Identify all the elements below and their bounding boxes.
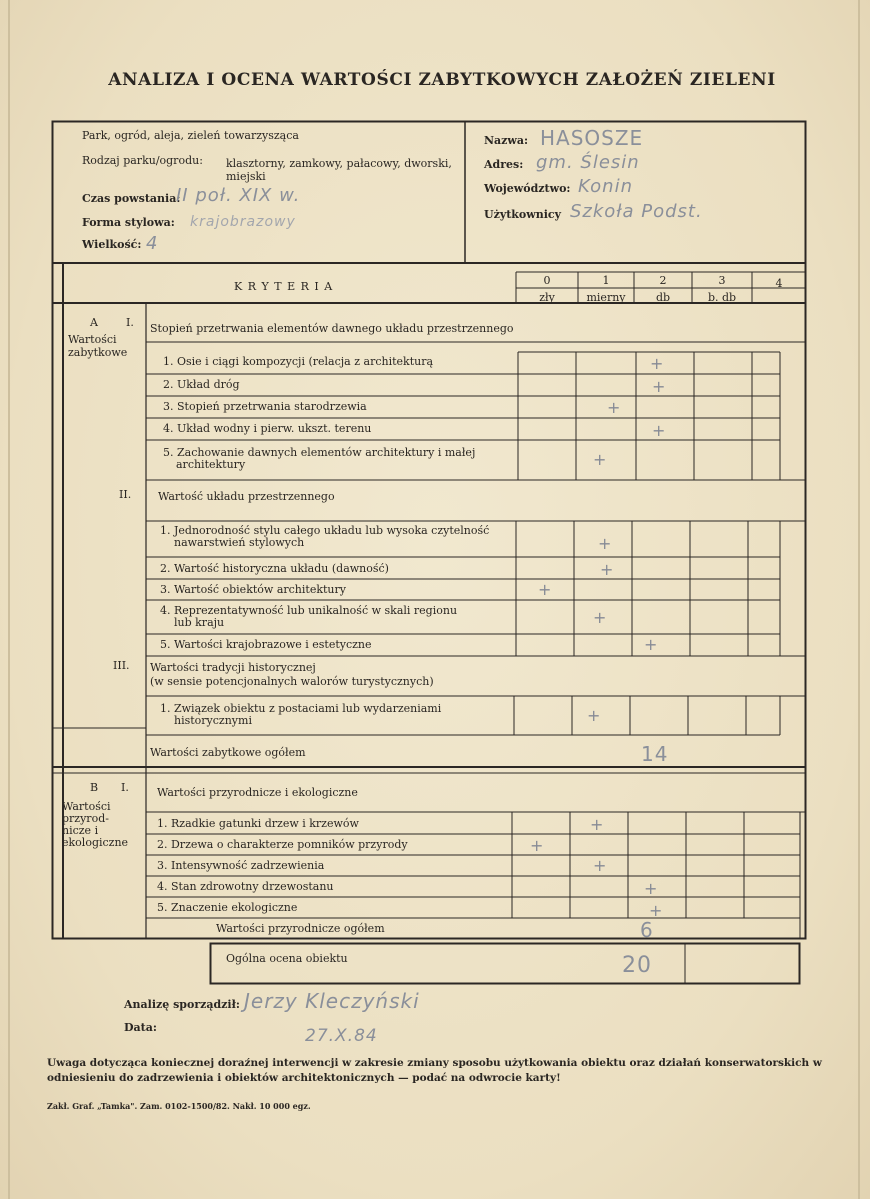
mark-a1-3: + <box>607 398 621 417</box>
kind-options-line1: klasztorny, zamkowy, pałacowy, dworski, <box>226 157 452 170</box>
score-0: 0 <box>543 274 551 287</box>
mark-a2-4: + <box>593 608 607 627</box>
group1-item-1: 1. Osie i ciągi kompozycji (relacja z architekturą <box>163 355 434 368</box>
section-b-item-5: 5. Znaczenie ekologiczne <box>157 901 298 914</box>
group2-item-4: 4. Reprezentatywność lub unikalność w skali regionu <box>160 604 458 617</box>
overall-value: 20 <box>622 953 652 978</box>
section-a-roman-i: I. <box>126 316 134 329</box>
section-b-letter: B <box>90 781 99 794</box>
mark-a2-5: + <box>644 635 658 654</box>
section-b-item-2: 2. Drzewa o charakterze pomników przyrody <box>157 838 408 851</box>
mark-a1-1: + <box>650 354 664 373</box>
intervention-note: Uwaga dotycząca koniecznej doraźnej interwencji w zakresie zmiany sposobu użytkowania obiektu oraz działań konserwatorskich w odniesieniu do zadrzewienia i obiektów architektonicznych — podać na odwrocie karty! <box>47 1057 822 1084</box>
section-b-item-3: 3. Intensywność zadrzewienia <box>157 859 325 872</box>
mark-a2-2: + <box>600 560 614 579</box>
section-a-name: Wartości zabytkowe <box>68 333 128 359</box>
group3-item-1-cont: historycznymi <box>174 714 252 727</box>
type-label: Park, ogród, aleja, zieleń towarzysząca <box>82 129 299 142</box>
voivodeship-label: Województwo: <box>484 182 571 195</box>
kind-options-line2: miejski <box>226 170 266 183</box>
group3-title-line2: (w sensie potencjonalnych walorów turystycznych) <box>150 675 434 688</box>
group1-item-5: 5. Zachowanie dawnych elementów architektury i małej <box>163 446 476 459</box>
section-a-total-value: 14 <box>641 742 669 766</box>
group3-item-1: 1. Związek obiektu z postaciami lub wydarzeniami <box>160 702 442 715</box>
address-label: Adres: <box>484 158 524 171</box>
created-value: II poł. XIX w. <box>176 185 301 206</box>
name-value: HASOSZE <box>540 126 644 150</box>
group2-item-4-cont: lub kraju <box>174 616 225 629</box>
section-b-item-4: 4. Stan zdrowotny drzewostanu <box>157 880 334 893</box>
size-value: 4 <box>146 233 159 254</box>
mark-b-3: + <box>593 856 607 875</box>
section-a-roman-ii: II. <box>119 488 132 501</box>
address-value: gm. Ślesin <box>536 152 640 173</box>
score-name-1: mierny <box>586 291 626 304</box>
size-label: Wielkość: <box>82 238 142 251</box>
mark-b-4: + <box>644 879 658 898</box>
mark-a2-1: + <box>598 534 612 553</box>
score-name-3: b. db <box>707 291 737 304</box>
section-b-total-value: 6 <box>640 918 654 942</box>
group2-item-1: 1. Jednorodność stylu całego układu lub wysoka czytelność <box>160 524 490 537</box>
kind-label: Rodzaj parku/ogrodu: <box>82 154 203 167</box>
section-a-total-label: Wartości zabytkowe ogółem <box>150 746 306 759</box>
mark-a2-3: + <box>538 580 552 599</box>
group2-item-5: 5. Wartości krajobrazowe i estetyczne <box>160 638 372 651</box>
overall-label: Ogólna ocena obiektu <box>226 952 348 965</box>
group2-title: Wartość układu przestrzennego <box>158 490 335 503</box>
section-b-roman-i: I. <box>121 781 129 794</box>
group1-title: Stopień przetrwania elementów dawnego układu przestrzennego <box>150 322 514 335</box>
score-1: 1 <box>602 274 610 287</box>
section-b-name-2: przyrod- <box>62 812 109 825</box>
created-label: Czas powstania: <box>82 192 181 205</box>
prepared-label: Analizę sporządził: <box>124 998 240 1011</box>
group1-item-2: 2. Układ dróg <box>163 378 240 391</box>
mark-b-5: + <box>649 901 663 920</box>
group2-item-2: 2. Wartość historyczna układu (dawność) <box>160 562 389 575</box>
section-a-letter: A <box>90 316 98 329</box>
users-value: Szkoła Podst. <box>570 201 703 222</box>
prepared-value: Jerzy Kleczyński <box>244 989 420 1013</box>
group2-item-3: 3. Wartość obiektów architektury <box>160 583 346 596</box>
section-b-name-1: Wartości <box>62 800 111 813</box>
score-name-0: zły <box>539 291 555 304</box>
group1-item-4: 4. Układ wodny i pierw. ukszt. terenu <box>163 422 372 435</box>
group2-item-1-cont: nawarstwień stylowych <box>174 536 305 549</box>
score-3: 3 <box>718 274 726 287</box>
score-name-2: db <box>655 291 671 304</box>
mark-a1-2: + <box>652 377 666 396</box>
group1-item-5-cont: architektury <box>176 458 246 471</box>
style-value: krajobrazowy <box>190 214 296 230</box>
mark-a3-1: + <box>587 706 601 725</box>
mark-a1-5: + <box>593 450 607 469</box>
name-label: Nazwa: <box>484 134 529 147</box>
section-b-name-4: ekologiczne <box>62 836 129 849</box>
users-label: Użytkownicy <box>484 208 562 221</box>
score-4: 4 <box>775 277 783 290</box>
group3-title-line1: Wartości tradycji historycznej <box>150 661 316 674</box>
style-label: Forma stylowa: <box>82 216 175 229</box>
group1-item-3: 3. Stopień przetrwania starodrzewia <box>163 400 367 413</box>
print-info: Zakł. Graf. „Tamka". Zam. 0102-1500/82. Nakł. 10 000 egz. <box>47 1101 311 1111</box>
date-label: Data: <box>124 1021 157 1034</box>
voivodeship-value: Konin <box>578 176 633 197</box>
document-title: ANALIZA I OCENA WARTOŚCI ZABYTKOWYCH ZAŁOŻEŃ ZIELENI <box>108 70 776 90</box>
score-2: 2 <box>659 274 667 287</box>
mark-b-2: + <box>530 836 544 855</box>
mark-a1-4: + <box>652 421 666 440</box>
section-b-item-1: 1. Rzadkie gatunki drzew i krzewów <box>157 817 359 830</box>
date-value: 27.X.84 <box>305 1026 378 1046</box>
section-b-total-label: Wartości przyrodnicze ogółem <box>216 922 385 935</box>
criteria-label: K R Y T E R I A <box>234 280 334 293</box>
section-b-group-title: Wartości przyrodnicze i ekologiczne <box>157 786 358 799</box>
section-a-roman-iii: III. <box>113 659 130 672</box>
mark-b-1: + <box>590 815 604 834</box>
section-b-name-3: nicze i <box>62 824 99 837</box>
